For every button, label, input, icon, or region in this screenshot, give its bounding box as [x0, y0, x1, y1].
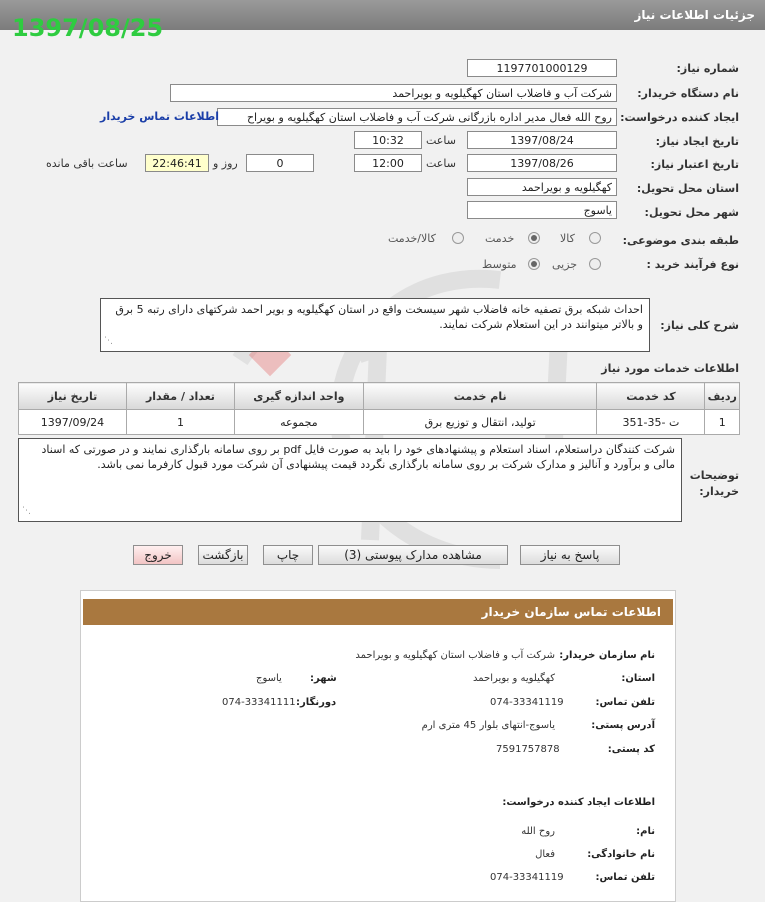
contact-org-value: شرکت آب و فاضلاب استان کهگیلویه و بویراحمد: [355, 650, 555, 661]
requester-field: روح الله فعال مدیر اداره بازرگانی شرکت آب و فاضلاب استان کهگیلویه و بویراح: [217, 108, 617, 126]
contact-province-value: کهگیلویه و بویراحمد: [473, 673, 555, 684]
created-time-label: ساعت: [426, 134, 456, 147]
summary-textarea[interactable]: [100, 298, 650, 352]
category-label: طبقه بندی موضوعی:: [622, 234, 739, 247]
contact-fax-value: 074-33341111: [222, 697, 296, 708]
purchase-type-label: نوع فرآیند خرید :: [646, 258, 739, 271]
creator-family-label: نام خانوادگی:: [587, 849, 655, 860]
category-option-goods: کالا: [560, 232, 575, 245]
category-radio-goods[interactable]: [589, 232, 601, 244]
city-field: یاسوج: [467, 201, 617, 219]
buyer-notes-text: شرکت کنندگان دراستعلام، اسناد استعلام و پیشنهادهای خود را باید به صورت فایل pdf بر روی سامانه بارگذاری نمایند و در صورتی که اسناد مالی و برآورد و آنالیز و مدارک شرکت بر روی سامانه بارگذاری نگردد قیمت پیشنهادی آن شرکت مورد قبول کارفرما نمی باشد.: [41, 443, 675, 471]
contact-phone-value: 074-33341119: [490, 697, 564, 708]
contact-city-label: شهر:: [310, 673, 337, 684]
days-label: روز و: [213, 157, 238, 170]
contact-city-value: یاسوج: [256, 673, 282, 684]
created-time-field: 10:32: [354, 131, 422, 149]
resize-grip-icon[interactable]: ⋰: [104, 336, 113, 346]
table-row[interactable]: [19, 410, 740, 435]
table-header-row: [19, 383, 740, 410]
need-number-field: 1197701000129: [467, 59, 617, 77]
creator-section-title: اطلاعات ایجاد کننده درخواست:: [502, 797, 655, 808]
validity-date-label: تاریخ اعتبار نیاز:: [650, 158, 739, 171]
contact-province-label: استان:: [621, 673, 655, 684]
purchase-radio-minor[interactable]: [589, 258, 601, 270]
cell-unit: مجموعه: [234, 410, 363, 435]
purchase-option-minor: جزیی: [552, 258, 578, 271]
buyer-notes-textarea[interactable]: [18, 438, 682, 522]
province-field: کهگیلویه و بویراحمد: [467, 178, 617, 196]
cell-quantity: 1: [126, 410, 234, 435]
col-need-date: تاریخ نیاز: [19, 383, 127, 410]
category-radio-service[interactable]: [528, 232, 540, 244]
creator-name-value: روح الله: [521, 826, 555, 837]
print-button[interactable]: چاپ: [263, 545, 313, 565]
view-attachments-button[interactable]: مشاهده مدارک پیوستی (3): [318, 545, 508, 565]
city-label: شهر محل تحویل:: [644, 206, 739, 219]
cell-need-date: 1397/09/24: [19, 410, 127, 435]
contact-phone-label: تلفن تماس:: [595, 697, 655, 708]
cell-service-code: ت -35-351: [597, 410, 705, 435]
creator-name-label: نام:: [636, 826, 655, 837]
buyer-org-label: نام دستگاه خریدار:: [637, 87, 739, 100]
page-title: جزئیات اطلاعات نیاز: [634, 8, 755, 22]
created-date-label: تاریخ ایجاد نیاز:: [655, 135, 739, 148]
buyer-contact-link[interactable]: اطلاعات تماس خریدار: [100, 110, 220, 123]
buyer-notes-label: توضیحات خریدار:: [689, 469, 739, 498]
creator-phone-label: تلفن تماس:: [595, 872, 655, 883]
category-option-service: خدمت: [485, 232, 515, 245]
validity-date-field: 1397/08/26: [467, 154, 617, 172]
cell-service-name: تولید، انتقال و توزیع برق: [363, 410, 597, 435]
creator-phone-value: 074-33341119: [490, 872, 564, 883]
need-number-label: شماره نیاز:: [676, 62, 739, 75]
resize-grip-icon[interactable]: ⋰: [22, 506, 31, 516]
category-radio-goods-service[interactable]: [452, 232, 464, 244]
contact-postal-value: 7591757878: [496, 744, 560, 755]
contact-card-header: [83, 599, 673, 625]
col-service-name: نام خدمت: [363, 383, 597, 410]
summary-text: احداث شبکه برق تصفیه خانه فاضلاب شهر سیسخت واقع در استان کهگیلویه و بویر احمد شرکتهای دارای رتبه 5 برق و بالاتر میتوانند در این استعلام شرکت نمایند.: [115, 303, 643, 331]
time-remaining-label: ساعت باقی مانده: [46, 157, 128, 170]
col-service-code: کد خدمت: [597, 383, 705, 410]
date-stamp: 1397/08/25: [12, 14, 164, 42]
time-remaining-field: 22:46:41: [145, 154, 209, 172]
purchase-option-medium: متوسط: [482, 258, 517, 271]
buyer-org-field: شرکت آب و فاضلاب استان کهگیلویه و بویراحمد: [170, 84, 617, 102]
days-remaining-field: 0: [246, 154, 314, 172]
contact-address-label: آدرس پستی:: [591, 720, 655, 731]
creator-family-value: فعال: [535, 849, 555, 860]
col-unit: واحد اندازه گیری: [234, 383, 363, 410]
contact-postal-label: کد پستی:: [607, 744, 655, 755]
services-table: [18, 382, 740, 435]
contact-fax-label: دورنگار:: [296, 697, 337, 708]
services-section-title: اطلاعات خدمات مورد نیاز: [601, 362, 739, 375]
contact-address-value: یاسوج-انتهای بلوار 45 متری ارم: [421, 720, 555, 731]
validity-time-field: 12:00: [354, 154, 422, 172]
purchase-radio-medium[interactable]: [528, 258, 540, 270]
summary-label: شرح کلی نیاز:: [660, 319, 739, 332]
contact-org-label: نام سازمان خریدار:: [559, 650, 655, 661]
back-button[interactable]: بازگشت: [198, 545, 248, 565]
province-label: استان محل تحویل:: [636, 182, 739, 195]
col-quantity: تعداد / مقدار: [126, 383, 234, 410]
validity-time-label: ساعت: [426, 157, 456, 170]
created-date-field: 1397/08/24: [467, 131, 617, 149]
category-option-goods-service: کالا/خدمت: [388, 232, 436, 245]
requester-label: ایجاد کننده درخواست:: [620, 111, 739, 124]
exit-button[interactable]: خروج: [133, 545, 183, 565]
contact-card-title: اطلاعات تماس سازمان خریدار: [481, 605, 661, 619]
col-row: ردیف: [705, 383, 740, 410]
cell-row: 1: [705, 410, 740, 435]
reply-button[interactable]: پاسخ به نیاز: [520, 545, 620, 565]
